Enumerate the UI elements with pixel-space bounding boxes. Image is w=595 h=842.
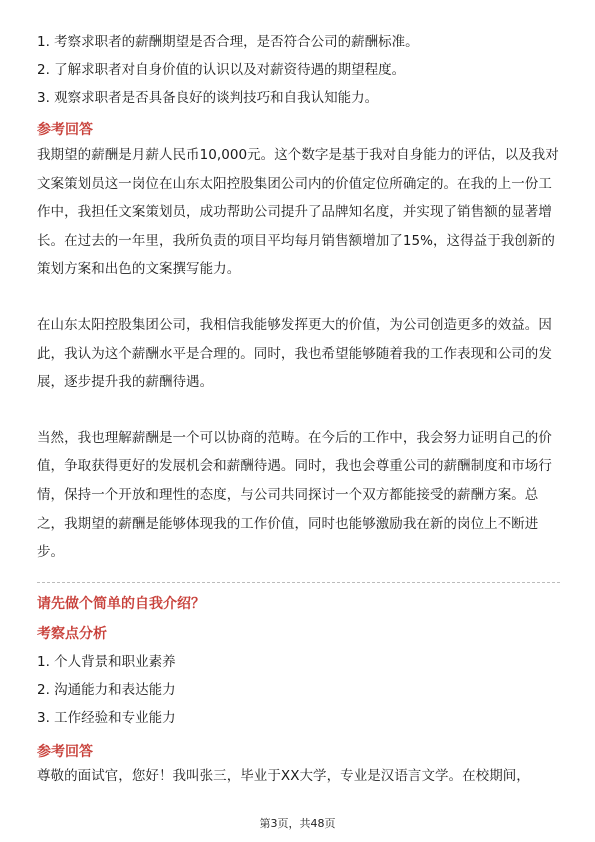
section-divider xyxy=(37,582,560,583)
list-item: 1. 考察求职者的薪酬期望是否合理，是否符合公司的薪酬标准。 xyxy=(37,34,419,50)
answer-body xyxy=(37,141,560,567)
question-heading: 请先做个简单的自我介绍？ xyxy=(37,595,205,612)
page-content xyxy=(37,33,560,790)
list-item: 1. 个人背景和职业素养 xyxy=(37,653,176,670)
answer-paragraph: 我期望的薪酬是月薪人民币10,000元。这个数字是基于我对自身能力的评估，以及我对文案策划员这一岗位在山东太阳控股集团公司内的价值定位所确定的。在我的上一份工作中，我担任文案策划员，成功帮助公司提升了品牌知名度，并实现了销售额的显著增长。在过去的一年里，我所负责的项目平均每月销售额增加了15%，这得益于我创新的策划方案和出色的文案撰写能力。 xyxy=(37,147,559,278)
list-item: 2. 了解求职者对自身价值的认识以及对薪资待遇的期望程度。 xyxy=(37,62,406,78)
list-item: 3. 观察求职者是否具备良好的谈判技巧和自我认知能力。 xyxy=(37,90,379,106)
list-item: 2. 沟通能力和表达能力 xyxy=(37,681,176,698)
page-number: 第3页，共48页 xyxy=(259,817,336,830)
answer-heading: 参考回答 xyxy=(37,743,93,760)
answer-paragraph: 在山东太阳控股集团公司，我相信我能够发挥更大的价值，为公司创造更多的效益。因此，我认为这个薪酬水平是合理的。同时，我也希望能够随着我的工作表现和公司的发展，逐步提升我的薪酬待遇。 xyxy=(37,316,552,391)
answer-heading: 参考回答 xyxy=(37,122,93,138)
assessment-points-list xyxy=(37,33,560,117)
list-item: 3. 工作经验和专业能力 xyxy=(37,709,176,726)
analysis-heading: 考察点分析 xyxy=(37,625,107,642)
answer-paragraph: 尊敬的面试官，您好！我叫张三，毕业于XX大学，专业是汉语言文学。在校期间， xyxy=(37,767,530,784)
answer-paragraph: 当然，我也理解薪酬是一个可以协商的范畴。在今后的工作中，我会努力证明自己的价值，争取获得更好的发展机会和薪酬待遇。同时，我也会尊重公司的薪酬制度和市场行情，保持一个开放和理性的态度，与公司共同探讨一个双方都能接受的薪酬方案。总之，我期望的薪酬是能够体现我的工作价值，同时也能够激励我在新的岗位上不断进步。 xyxy=(37,429,552,561)
analysis-points-list xyxy=(37,653,560,737)
